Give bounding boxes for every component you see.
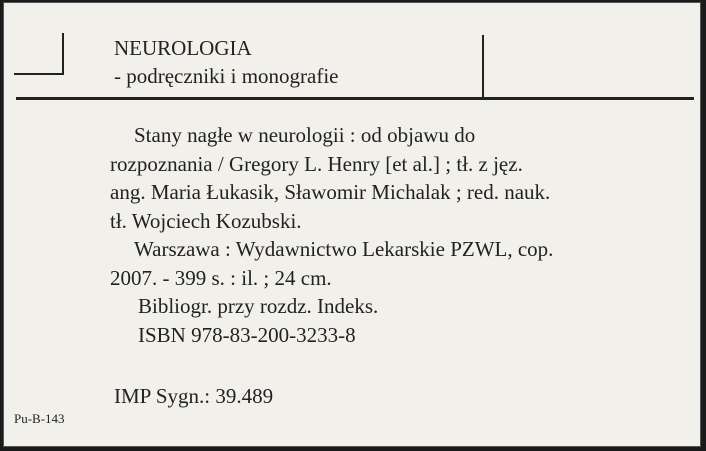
header-vertical-rule xyxy=(482,35,484,97)
card-id: Pu-B-143 xyxy=(14,411,65,426)
corner-bracket-mark xyxy=(14,33,64,75)
publication-line: Warszawa : Wydawnictwo Lekarskie PZWL, cop. xyxy=(134,237,554,261)
title-line: tł. Wojciech Kozubski. xyxy=(110,208,302,233)
publication-line: 2007. - 399 s. : il. ; 24 cm. xyxy=(110,265,332,290)
header-horizontal-rule xyxy=(16,97,694,100)
call-number: IMP Sygn.: 39.489 xyxy=(114,384,274,408)
title-line: rozpoznania / Gregory L. Henry [et al.] ; tł. z jęz. xyxy=(110,151,523,176)
isbn-line: ISBN 978-83-200-3233-8 xyxy=(138,322,356,347)
title-line: ang. Maria Łukasik, Sławomir Michalak ; red. nauk. xyxy=(110,180,551,204)
notes-line: Bibliogr. przy rozdz. Indeks. xyxy=(138,294,379,318)
title-line: Stany nagłe w neurologii : od objawu do xyxy=(134,123,476,147)
bibliographic-description xyxy=(110,121,690,349)
catalog-card xyxy=(3,2,701,447)
subject-heading: NEUROLOGIA xyxy=(114,36,252,60)
subject-subheading: - podręczniki i monografie xyxy=(114,64,339,88)
